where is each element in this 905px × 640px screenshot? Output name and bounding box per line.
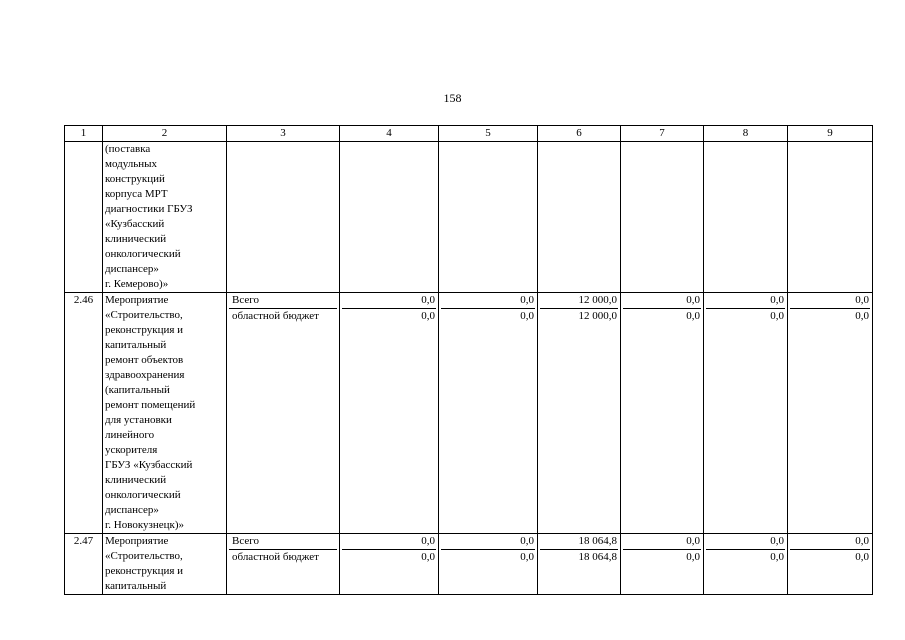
value-cell [340,293,439,534]
value: 0,0 [855,310,869,322]
column-header: 2 [103,126,227,142]
row-code: 2.46 [65,293,103,534]
value: 0,0 [421,551,435,563]
value: 0,0 [790,534,870,550]
funding-source: областной бюджет [232,310,319,322]
value-cell [439,534,538,595]
value: 0,0 [790,293,870,309]
value-cell [621,534,704,595]
funding-source: областной бюджет [232,551,319,563]
value: 0,0 [342,293,436,309]
value: 18 064,8 [540,534,618,550]
value: 0,0 [623,293,701,309]
value-cell [704,534,788,595]
column-header: 4 [340,126,439,142]
funding-source: Всего [229,534,337,550]
value-cell [621,142,704,293]
budget-table [64,125,873,595]
column-header: 1 [65,126,103,142]
value: 18 064,8 [578,551,617,563]
value: 0,0 [342,534,436,550]
row-code: 2.47 [65,534,103,595]
value-cell [340,534,439,595]
value-cell [704,293,788,534]
measure-name: Мероприятие «Строительство, реконструкция и капитальный [103,534,227,595]
value-cell [439,293,538,534]
value-cell [439,142,538,293]
table-row [65,142,873,293]
page-number: 158 [443,91,462,105]
value: 0,0 [520,551,534,563]
table-row [65,293,873,534]
funding-source-cell [227,293,340,534]
value: 12 000,0 [540,293,618,309]
column-header: 9 [788,126,873,142]
value-cell [788,293,873,534]
header-row [65,126,873,142]
value: 0,0 [421,310,435,322]
row-code [65,142,103,293]
value: 12 000,0 [578,310,617,322]
column-header: 3 [227,126,340,142]
value: 0,0 [706,293,785,309]
funding-source: Всего [229,293,337,309]
column-header: 8 [704,126,788,142]
column-header: 7 [621,126,704,142]
table-row [65,534,873,595]
value-cell [621,293,704,534]
value-cell [340,142,439,293]
value-cell [788,534,873,595]
value: 0,0 [706,534,785,550]
value: 0,0 [441,293,535,309]
value: 0,0 [770,310,784,322]
value-cell [538,293,621,534]
funding-source-cell [227,534,340,595]
value-cell [538,142,621,293]
value: 0,0 [855,551,869,563]
column-header: 6 [538,126,621,142]
value: 0,0 [441,534,535,550]
funding-source-cell [227,142,340,293]
value: 0,0 [770,551,784,563]
value-cell [788,142,873,293]
measure-name: Мероприятие «Строительство, реконструкция и капитальный ремонт объектов здравоохранения (капитальный ремонт помещений для установки линейного ускорителя ГБУЗ «Кузбасский клинический онкологический диспансер» г. Новокузнецк)» [103,293,227,534]
value: 0,0 [686,551,700,563]
value: 0,0 [623,534,701,550]
column-header: 5 [439,126,538,142]
value-cell [538,534,621,595]
value-cell [704,142,788,293]
value: 0,0 [686,310,700,322]
value: 0,0 [520,310,534,322]
measure-name: (поставка модульных конструкций корпуса МРТ диагностики ГБУЗ «Кузбасский клинический онкологический диспансер» г. Кемерово)» [103,142,227,293]
